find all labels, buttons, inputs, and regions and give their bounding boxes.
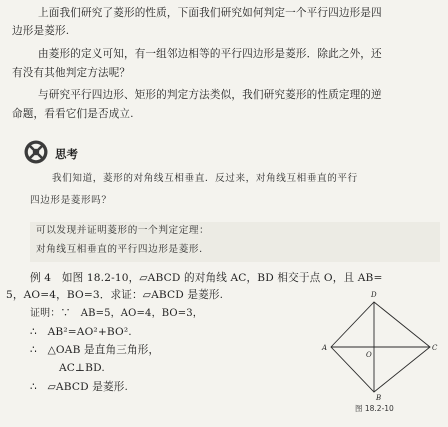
example-line-1: 例 4 如图 18.2-10，▱ABCD 的对角线 AC，BD 相交于点 O，且 AB= [30, 272, 383, 284]
label-d: D [371, 291, 377, 299]
theorem-line-1: 可以发现并证明菱形的一个判定定理： [36, 225, 210, 236]
label-o: O [366, 351, 372, 359]
intro-line-1: 上面我们研究了菱形的性质，下面我们研究如何判定一个平行四边形是四 [38, 7, 382, 19]
intro-line-2: 边形是菱形. [12, 25, 70, 37]
proof-line-4: AC⊥BD. [59, 362, 105, 374]
rhombus-figure [318, 282, 440, 422]
theorem-line-2: 对角线互相垂直的平行四边形是菱形. [36, 244, 203, 255]
proof-line-3: ∴ △OAB 是直角三角形， [30, 344, 160, 356]
proof-line-5: ∴ ▱ABCD 是菱形. [30, 381, 129, 393]
intro-line-5: 与研究平行四边形、矩形的判定方法类似，我们研究菱形的性质定理的逆 [38, 89, 382, 101]
example-line-2: 5，AO=4，BO=3．求证：▱ABCD 是菱形. [6, 289, 224, 301]
think-line-1: 我们知道，菱形的对角线互相垂直．反过来，对角线互相垂直的平行 [52, 173, 358, 184]
proof-line-1: 证明：∵ AB=5，AO=4，BO=3， [30, 308, 203, 319]
figure-caption: 图 18.2-10 [355, 404, 394, 413]
intro-line-6: 命题，看看它们是否成立. [12, 108, 134, 120]
intro-line-4: 有没有其他判定方法呢？ [12, 67, 131, 79]
label-b: B [376, 394, 382, 402]
label-a: A [322, 344, 328, 352]
think-title: 思考 [55, 147, 78, 161]
proof-line-2: ∴ AB²=AO²+BO². [30, 326, 132, 338]
label-c: C [432, 344, 438, 352]
intro-line-3: 由菱形的定义可知，有一组邻边相等的平行四边形是菱形．除此之外，还 [38, 48, 382, 60]
think-line-2: 四边形是菱形吗？ [30, 195, 112, 206]
think-icon [24, 140, 48, 164]
